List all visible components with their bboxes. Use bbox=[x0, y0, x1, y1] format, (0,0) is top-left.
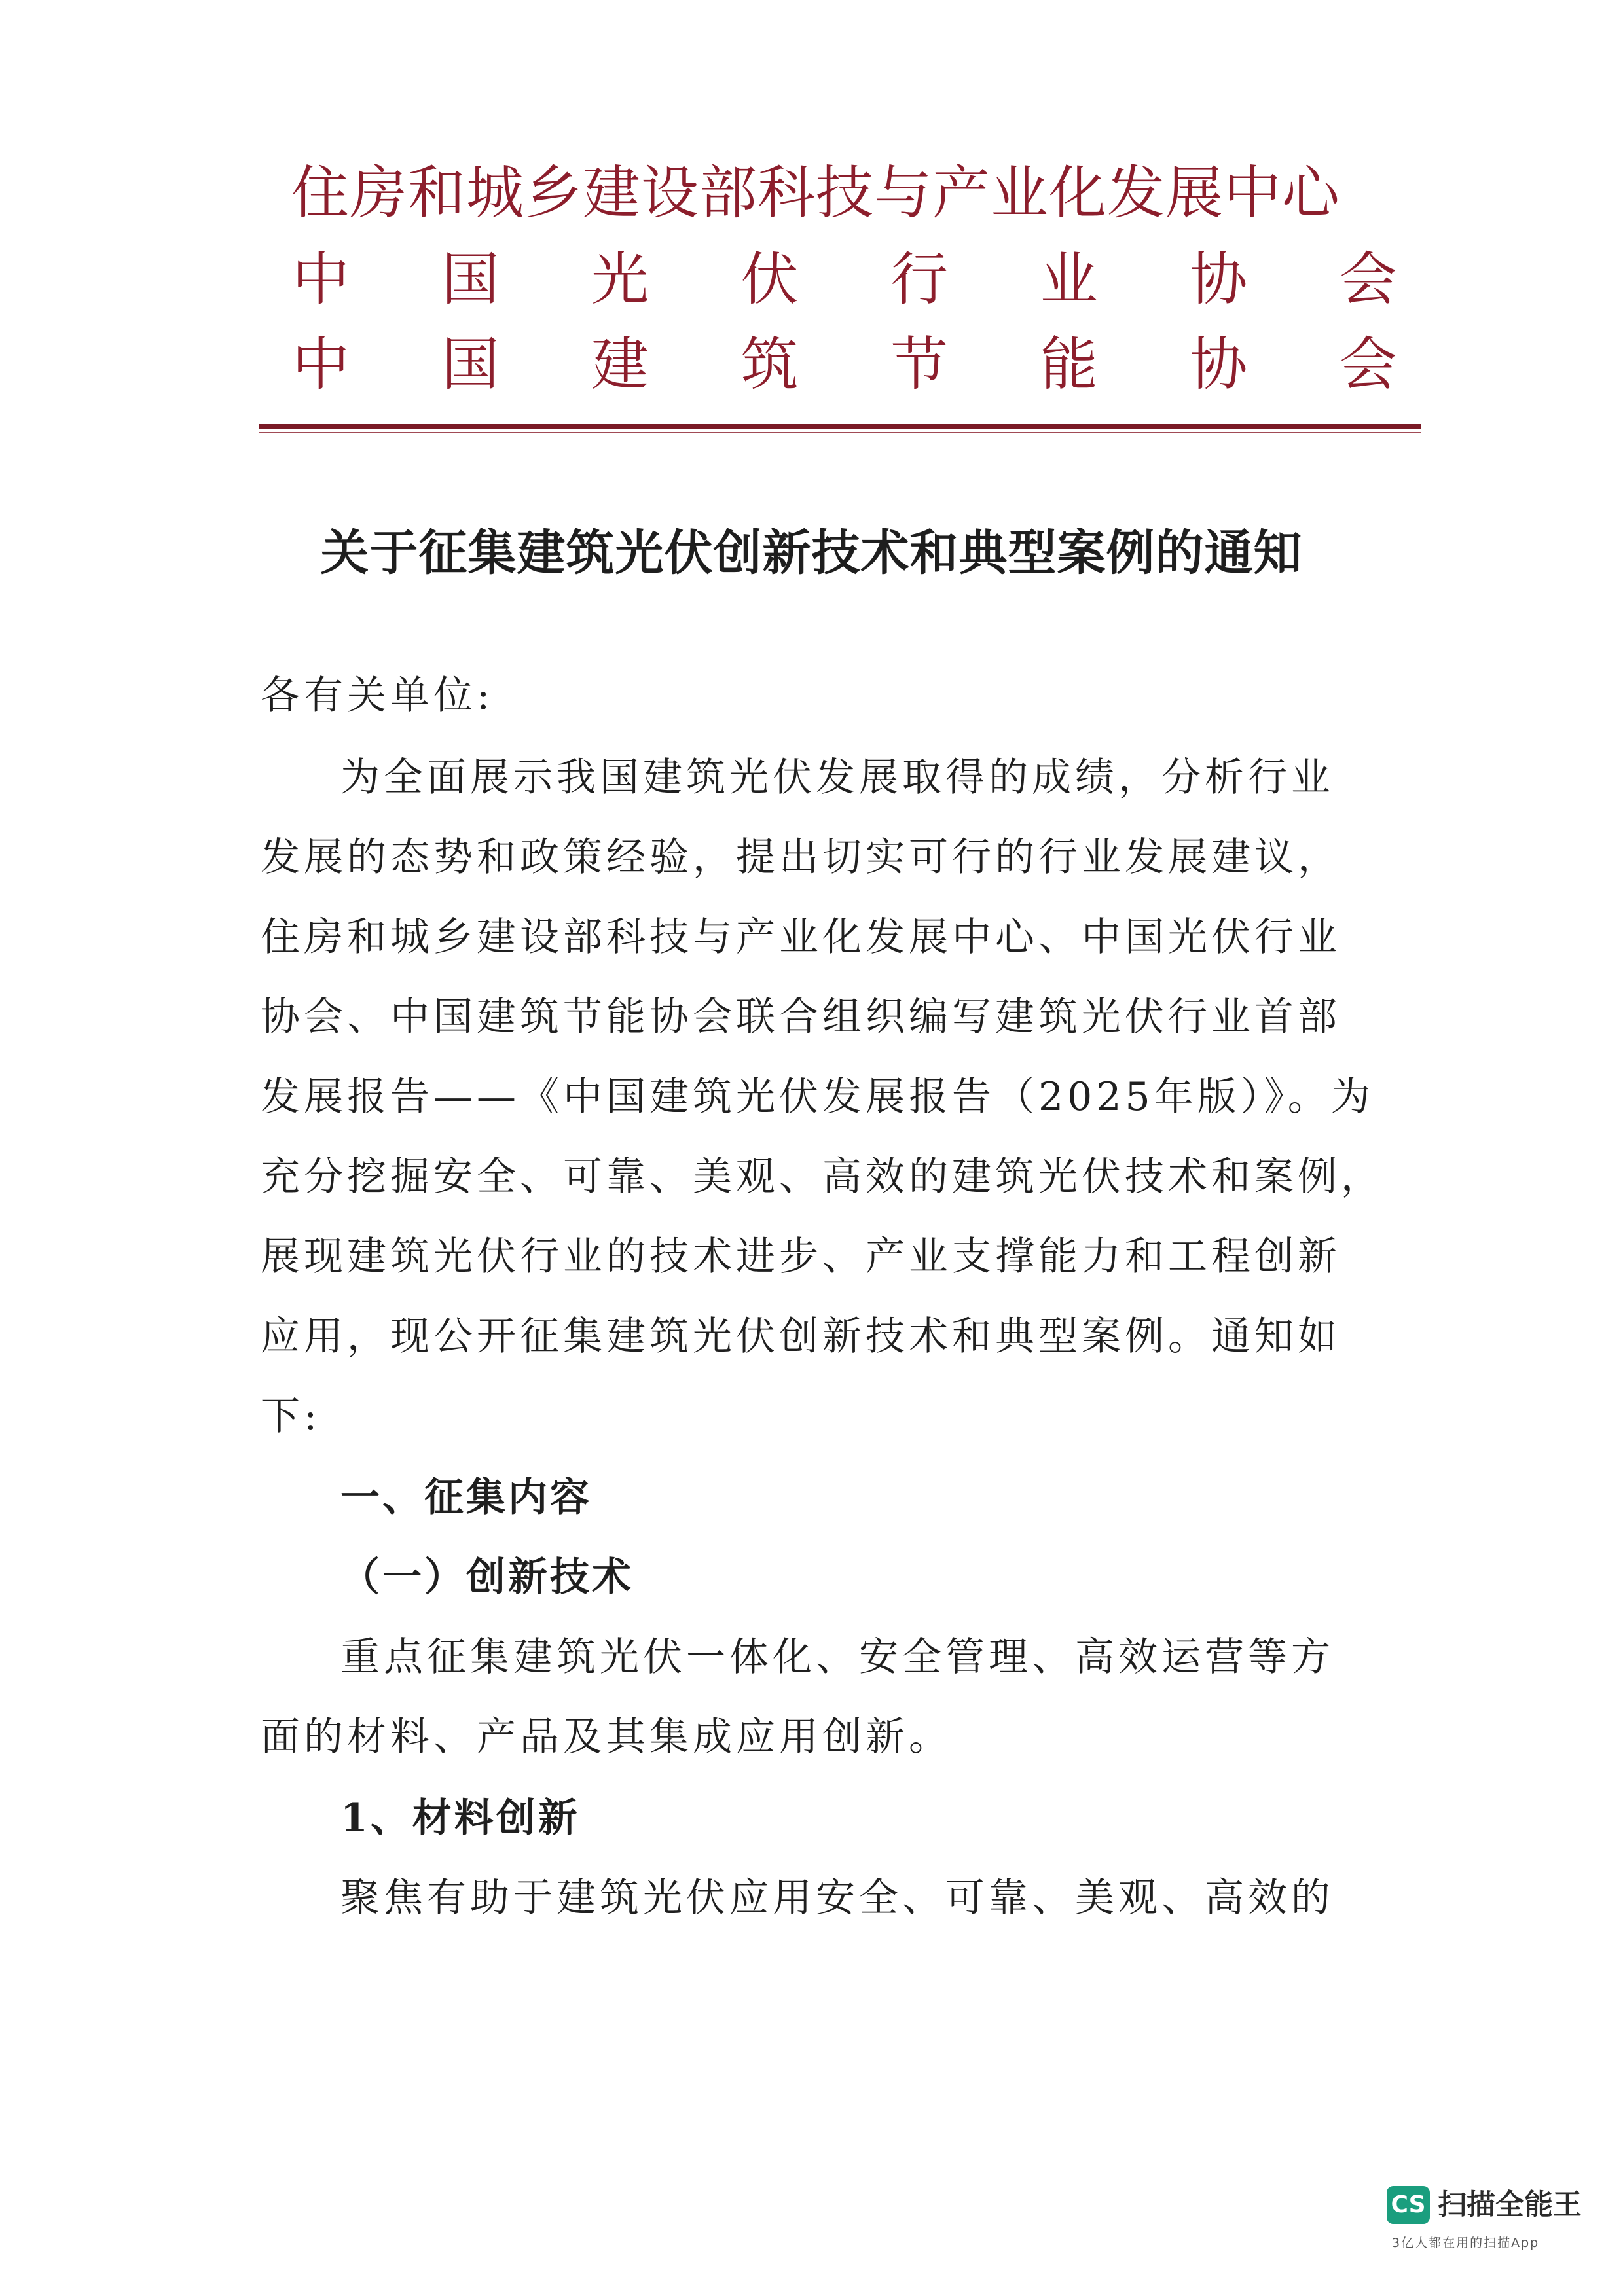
letterhead-org-1: 住房和城乡建设部科技与产业化发展中心 bbox=[291, 159, 1341, 226]
letterhead-char: 会 bbox=[1339, 331, 1397, 398]
scanner-tagline: 3亿人都在用的扫描App bbox=[1392, 2236, 1540, 2250]
letterhead-char: 能 bbox=[1040, 331, 1098, 398]
paragraph-line: 充分挖掘安全、可靠、美观、高效的建筑光伏技术和案例， bbox=[261, 1154, 1384, 1200]
salutation: 各有关单位: bbox=[261, 673, 494, 719]
document-title: 关于征集建筑光伏创新技术和典型案例的通知 bbox=[320, 525, 1303, 581]
letterhead-char: 国 bbox=[441, 331, 500, 398]
letterhead-org-3 bbox=[291, 329, 1398, 401]
letterhead-char: 业 bbox=[1040, 245, 1098, 313]
subsection-heading: （一）创新技术 bbox=[340, 1554, 634, 1600]
scanner-logo-icon: CS bbox=[1387, 2186, 1430, 2224]
item-heading: 1、材料创新 bbox=[340, 1795, 580, 1841]
letterhead-char: 国 bbox=[441, 245, 500, 313]
letterhead-org-2 bbox=[291, 243, 1398, 315]
letterhead-char: 光 bbox=[591, 245, 649, 313]
letterhead-char: 中 bbox=[291, 331, 350, 398]
paragraph-line: 发展的态势和政策经验，提出切实可行的行业发展建议， bbox=[261, 834, 1341, 880]
paragraph-line: 为全面展示我国建筑光伏发展取得的成绩，分析行业 bbox=[340, 755, 1334, 800]
paragraph-line: 展现建筑光伏行业的技术进步、产业支撑能力和工程创新 bbox=[261, 1234, 1341, 1280]
letterhead-char: 行 bbox=[890, 245, 949, 313]
paragraph-line: 协会、中国建筑节能协会联合组织编写建筑光伏行业首部 bbox=[261, 994, 1341, 1040]
letterhead-char: 伏 bbox=[740, 245, 799, 313]
letterhead-char: 节 bbox=[890, 331, 949, 398]
paragraph-line: 聚焦有助于建筑光伏应用安全、可靠、美观、高效的 bbox=[340, 1875, 1334, 1921]
letterhead-divider bbox=[259, 424, 1421, 429]
paragraph-line: 面的材料、产品及其集成应用创新。 bbox=[261, 1714, 952, 1760]
letterhead-char: 建 bbox=[591, 331, 649, 398]
letterhead-char: 中 bbox=[291, 245, 350, 313]
paragraph-line: 发展报告——《中国建筑光伏发展报告（2025年版）》。为 bbox=[261, 1074, 1374, 1120]
scanner-app-name: 扫描全能王 bbox=[1438, 2188, 1582, 2221]
letterhead-char: 协 bbox=[1190, 245, 1248, 313]
paragraph-line: 重点征集建筑光伏一体化、安全管理、高效运营等方 bbox=[340, 1634, 1334, 1680]
paragraph-line: 下: bbox=[261, 1393, 321, 1439]
letterhead-char: 会 bbox=[1339, 245, 1397, 313]
section-heading: 一、征集内容 bbox=[340, 1475, 592, 1520]
paragraph-line: 住房和城乡建设部科技与产业化发展中心、中国光伏行业 bbox=[261, 914, 1341, 960]
paragraph-line: 应用，现公开征集建筑光伏创新技术和典型案例。通知如 bbox=[261, 1314, 1341, 1359]
letterhead-char: 协 bbox=[1190, 331, 1248, 398]
letterhead-char: 筑 bbox=[740, 331, 799, 398]
letterhead-divider-thin bbox=[259, 432, 1421, 433]
